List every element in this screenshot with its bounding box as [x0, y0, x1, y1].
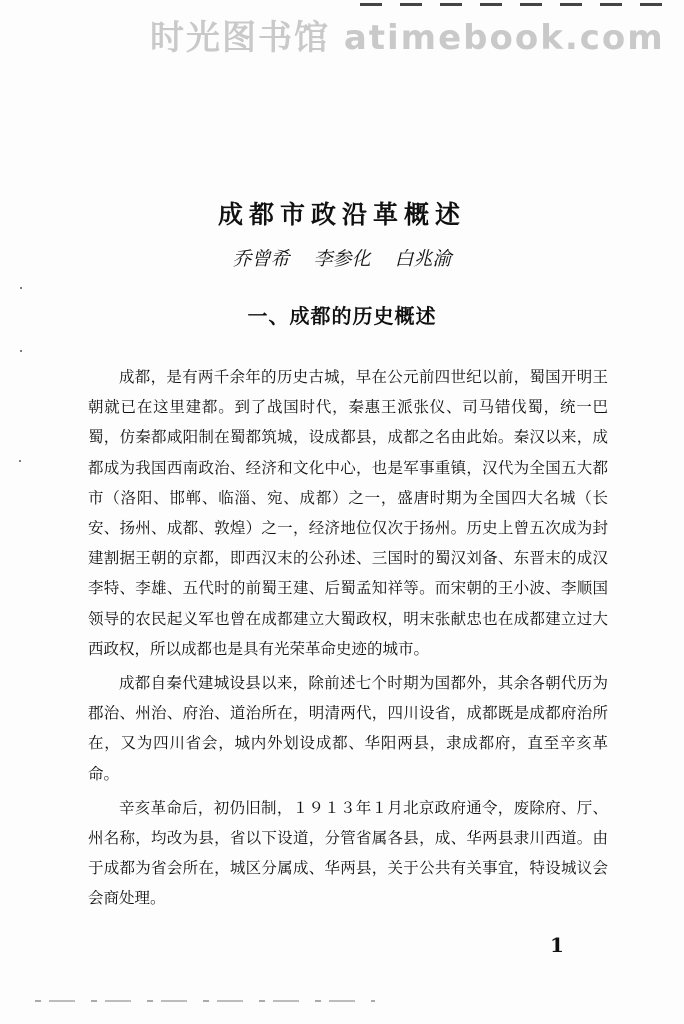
page-number: 1 — [550, 933, 564, 957]
paragraph: 成都自秦代建城设县以来，除前述七个时期为国都外，其余各朝代历为郡治、州治、府治、道治所在，明清两代，四川设省，成都既是成都府治所在，又为四川省会，城内外划设成都、华阳两县，隶成都府，直至辛亥革命。 — [88, 674, 608, 783]
article-body — [88, 362, 608, 918]
watermark: 时光图书馆 atimebook.com — [150, 18, 665, 58]
article-authors: 乔曾希 李参化 白兆渝 — [232, 248, 452, 270]
scan-speck — [19, 460, 21, 462]
scan-edge-rule — [360, 3, 680, 6]
scan-speck — [20, 350, 22, 352]
paragraph: 辛亥革命后，初仍旧制，１９１３年１月北京政府通令，废除府、厅、州名称，均改为县，省以下设道，分管省属各县，成、华两县隶川西道。由于成都为省会所在，城区分属成、华两县，关于公共有关事宜，特设城议会会商处理。 — [88, 798, 608, 908]
section-heading: 一、成都的历史概述 — [247, 304, 437, 328]
article-title: 成都市政沿革概述 — [217, 200, 466, 229]
paragraph: 成都，是有两千余年的历史古城，早在公元前四世纪以前，蜀国开明王朝就已在这里建都。到了战国时代，秦惠王派张仪、司马错伐蜀，统一巴蜀，仿秦都咸阳制在蜀都筑城，设成都县，成都之名由此始。秦汉以来，成都成为我国西南政治、经济和文化中心，也是军事重镇，汉代为全国五大都市（洛阳、邯郸、临淄、宛、成都）之一，盛唐时期为全国四大名城（长安、扬州、成都、敦煌）之一，经济地位仅次于扬州。历史上曾五次成为封建割据王朝的京都，即西汉末的公孙述、三国时的蜀汉刘备、东晋末的成汉李特、李雄、五代时的前蜀王建、后蜀孟知祥等。而宋朝的王小波、李顺国领导的农民起义军也曾在成都建立大蜀政权，明末张献忠也在成都建立过大西政权，所以成都也是具有光荣革命史迹的城市。 — [88, 368, 608, 658]
scan-speck — [20, 287, 22, 289]
scan-bottom-noise — [35, 1000, 375, 1002]
